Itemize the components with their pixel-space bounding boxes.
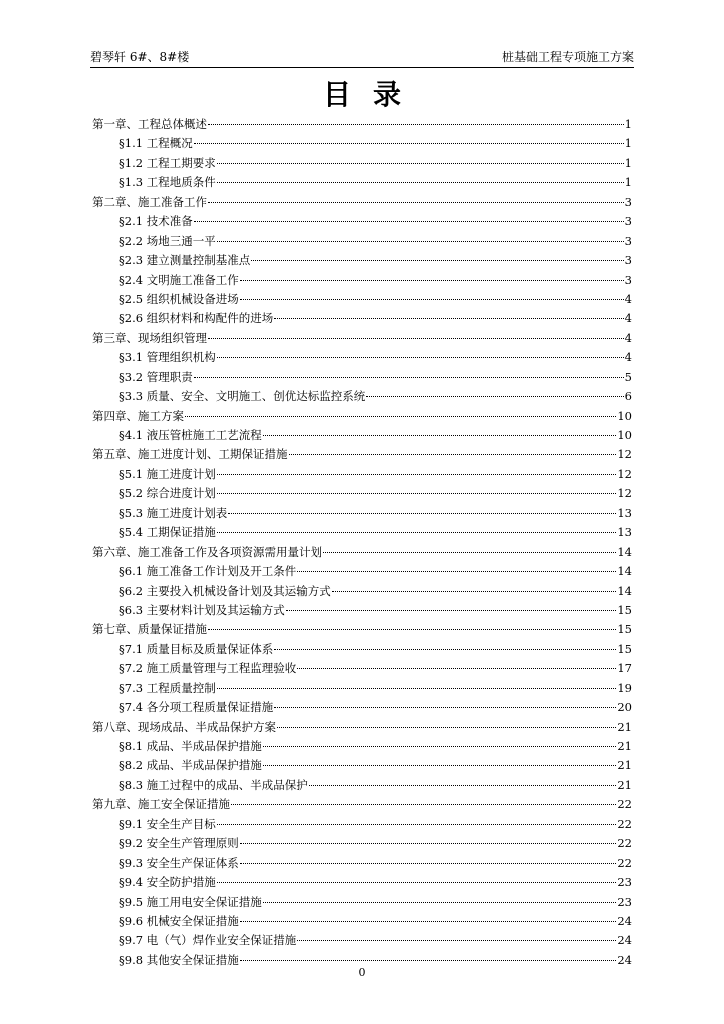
toc-section-entry[interactable]: [92, 212, 632, 231]
toc-entry-page: 22: [617, 816, 632, 831]
toc-entry-label: §2.5 组织机械设备进场: [119, 291, 239, 306]
toc-chapter-entry[interactable]: [92, 795, 632, 814]
toc-leader-dots: [217, 474, 617, 475]
toc-entry-label: §1.3 工程地质条件: [119, 175, 216, 190]
toc-leader-dots: [217, 163, 624, 164]
toc-section-entry[interactable]: [92, 834, 632, 853]
toc-entry-page: 4: [624, 311, 632, 326]
toc-entry-label: §6.2 主要投入机械设备计划及其运输方式: [119, 583, 331, 598]
toc-entry-page: 14: [617, 544, 632, 559]
toc-leader-dots: [208, 338, 624, 339]
toc-entry-label: §1.1 工程概况: [119, 136, 193, 151]
toc-entry-label: §3.3 质量、安全、文明施工、创优达标监控系统: [119, 389, 366, 404]
toc-leader-dots: [277, 727, 616, 728]
toc-entry-page: 6: [624, 389, 632, 404]
toc-chapter-entry[interactable]: [92, 543, 632, 562]
toc-leader-dots: [286, 610, 617, 611]
toc-entry-label: §8.3 施工过程中的成品、半成品保护: [119, 777, 308, 792]
toc-leader-dots: [240, 280, 624, 281]
toc-entry-page: 10: [617, 428, 632, 442]
toc-entry-page: 1: [624, 136, 632, 151]
toc-leader-dots: [217, 241, 624, 242]
toc-entry-label: 第二章、施工准备工作: [92, 194, 207, 209]
toc-leader-dots: [263, 902, 617, 903]
toc-entry-label: §9.3 安全生产保证体系: [119, 855, 239, 870]
toc-entry-page: 23: [617, 894, 632, 909]
toc-leader-dots: [274, 649, 616, 650]
toc-entry-page: 4: [624, 291, 632, 306]
toc-entry-page: 22: [617, 855, 632, 870]
toc-entry-label: §9.5 施工用电安全保证措施: [119, 894, 262, 909]
toc-section-entry[interactable]: [92, 154, 632, 173]
toc-entry-page: 10: [617, 408, 632, 423]
toc-entry-label: §5.2 综合进度计划: [119, 486, 216, 501]
toc-section-entry[interactable]: [92, 912, 632, 931]
toc-entry-label: §6.3 主要材料计划及其运输方式: [119, 602, 285, 617]
toc-leader-dots: [217, 182, 624, 183]
toc-section-entry[interactable]: [92, 309, 632, 328]
toc-section-entry[interactable]: [92, 562, 632, 581]
header-project-name: 碧琴轩 6#、8#楼: [90, 50, 190, 64]
toc-section-entry[interactable]: [92, 659, 632, 678]
toc-leader-dots: [194, 377, 624, 378]
toc-entry-page: 15: [617, 622, 632, 637]
toc-section-entry[interactable]: [92, 815, 632, 834]
toc-chapter-entry[interactable]: [92, 445, 632, 464]
toc-chapter-entry[interactable]: [92, 115, 632, 134]
toc-entry-page: 20: [617, 700, 632, 715]
toc-leader-dots: [297, 571, 616, 572]
toc-entry-label: §1.2 工程工期要求: [119, 155, 216, 170]
toc-section-entry[interactable]: [92, 465, 632, 484]
toc-entry-page: 13: [617, 525, 632, 540]
toc-leader-dots: [366, 396, 623, 397]
toc-entry-label: §4.1 液压管桩施工工艺流程: [119, 428, 262, 442]
page-title: 目录: [322, 78, 423, 111]
toc-entry-page: 22: [617, 797, 632, 812]
toc-entry-page: 5: [624, 369, 632, 384]
toc-chapter-entry[interactable]: [92, 407, 632, 426]
toc-leader-dots: [274, 318, 623, 319]
toc-leader-dots: [208, 202, 624, 203]
toc-entry-label: §3.2 管理职责: [119, 369, 193, 384]
toc-entry-page: 22: [617, 836, 632, 851]
page-number: 0: [358, 966, 366, 979]
toc-entry-page: 3: [624, 253, 632, 268]
toc-leader-dots: [289, 454, 617, 455]
toc-entry-label: §6.1 施工准备工作计划及开工条件: [119, 564, 297, 579]
toc-entry-label: §7.1 质量目标及质量保证体系: [119, 641, 274, 656]
toc-section-entry[interactable]: [92, 756, 632, 775]
toc-entry-label: 第三章、现场组织管理: [92, 330, 207, 345]
toc-entry-page: 1: [624, 155, 632, 170]
toc-entry-page: 3: [624, 272, 632, 287]
toc-leader-dots: [263, 435, 617, 436]
toc-entry-page: 1: [624, 117, 632, 131]
toc-leader-dots: [217, 688, 617, 689]
table-of-contents: [92, 115, 632, 970]
toc-entry-label: §9.6 机械安全保证措施: [119, 913, 239, 928]
toc-entry-label: §2.1 技术准备: [119, 214, 193, 229]
toc-section-entry[interactable]: [92, 737, 632, 756]
toc-leader-dots: [208, 629, 616, 630]
toc-section-entry[interactable]: [92, 873, 632, 892]
toc-leader-dots: [323, 552, 616, 553]
toc-entry-label: §2.2 场地三通一平: [119, 233, 216, 248]
toc-entry-page: 24: [617, 952, 632, 967]
page-header: [90, 48, 634, 66]
toc-entry-page: 4: [624, 350, 632, 365]
toc-section-entry[interactable]: [92, 854, 632, 873]
toc-entry-page: 1: [624, 175, 632, 190]
toc-section-entry[interactable]: [92, 426, 632, 445]
toc-entry-page: 13: [617, 505, 632, 520]
toc-section-entry[interactable]: [92, 387, 632, 406]
toc-chapter-entry[interactable]: [92, 329, 632, 348]
toc-entry-label: 第一章、工程总体概述: [92, 117, 207, 131]
toc-section-entry[interactable]: [92, 134, 632, 153]
toc-leader-dots: [194, 143, 624, 144]
toc-entry-page: 14: [617, 583, 632, 598]
toc-entry-page: 3: [624, 194, 632, 209]
toc-leader-dots: [240, 863, 617, 864]
toc-entry-label: §7.3 工程质量控制: [119, 680, 216, 695]
toc-leader-dots: [217, 882, 617, 883]
toc-entry-page: 3: [624, 233, 632, 248]
toc-chapter-entry[interactable]: [92, 193, 632, 212]
toc-entry-label: §9.4 安全防护措施: [119, 875, 216, 890]
toc-entry-label: §7.4 各分项工程质量保证措施: [119, 700, 274, 715]
toc-leader-dots: [332, 591, 617, 592]
toc-entry-label: 第六章、施工准备工作及各项资源需用量计划: [92, 544, 322, 559]
toc-entry-page: 14: [617, 564, 632, 579]
toc-entry-label: §9.8 其他安全保证措施: [119, 952, 239, 967]
toc-leader-dots: [208, 124, 624, 125]
toc-section-entry[interactable]: [92, 484, 632, 503]
toc-entry-page: 21: [617, 777, 632, 792]
toc-section-entry[interactable]: [92, 271, 632, 290]
toc-section-entry[interactable]: [92, 251, 632, 270]
toc-chapter-entry[interactable]: [92, 620, 632, 639]
toc-section-entry[interactable]: [92, 348, 632, 367]
toc-leader-dots: [297, 668, 616, 669]
toc-entry-page: 12: [617, 466, 632, 481]
toc-leader-dots: [240, 921, 617, 922]
toc-section-entry[interactable]: [92, 368, 632, 387]
toc-chapter-entry[interactable]: [92, 718, 632, 737]
toc-entry-label: 第九章、施工安全保证措施: [92, 797, 230, 812]
toc-entry-label: §2.3 建立测量控制基准点: [119, 253, 251, 268]
toc-leader-dots: [185, 416, 616, 417]
toc-section-entry[interactable]: [92, 523, 632, 542]
toc-section-entry[interactable]: [92, 640, 632, 659]
toc-entry-label: §9.2 安全生产管理原则: [119, 836, 239, 851]
toc-entry-label: 第四章、施工方案: [92, 408, 184, 423]
toc-section-entry[interactable]: [92, 698, 632, 717]
toc-entry-page: 19: [617, 680, 632, 695]
toc-entry-page: 24: [617, 913, 632, 928]
toc-section-entry[interactable]: [92, 931, 632, 950]
header-document-title: 桩基础工程专项施工方案: [501, 50, 634, 64]
toc-entry-label: §7.2 施工质量管理与工程监理验收: [119, 661, 297, 676]
toc-section-entry[interactable]: [92, 679, 632, 698]
toc-entry-label: §5.3 施工进度计划表: [119, 505, 228, 520]
toc-section-entry[interactable]: [92, 776, 632, 795]
toc-entry-page: 12: [617, 447, 632, 462]
toc-leader-dots: [194, 221, 624, 222]
toc-entry-page: 4: [624, 330, 632, 345]
toc-entry-page: 17: [617, 661, 632, 676]
toc-leader-dots: [297, 940, 616, 941]
toc-section-entry[interactable]: [92, 582, 632, 601]
toc-leader-dots: [217, 532, 617, 533]
toc-entry-label: §5.1 施工进度计划: [119, 466, 216, 481]
toc-leader-dots: [240, 960, 617, 961]
toc-section-entry[interactable]: [92, 290, 632, 309]
toc-leader-dots: [263, 765, 617, 766]
toc-leader-dots: [217, 493, 617, 494]
toc-section-entry[interactable]: [92, 601, 632, 620]
toc-leader-dots: [240, 299, 624, 300]
toc-leader-dots: [309, 785, 617, 786]
toc-entry-label: §8.2 成品、半成品保护措施: [119, 758, 262, 773]
toc-entry-label: 第七章、质量保证措施: [92, 622, 207, 637]
toc-section-entry[interactable]: [92, 504, 632, 523]
toc-entry-page: 24: [617, 933, 632, 948]
toc-entry-label: 第五章、施工进度计划、工期保证措施: [92, 447, 288, 462]
toc-entry-page: 15: [617, 641, 632, 656]
toc-entry-label: §9.7 电（气）焊作业安全保证措施: [119, 933, 297, 948]
toc-entry-label: §9.1 安全生产目标: [119, 816, 216, 831]
toc-section-entry[interactable]: [92, 173, 632, 192]
toc-leader-dots: [228, 513, 616, 514]
toc-entry-page: 15: [617, 602, 632, 617]
toc-entry-page: 21: [617, 758, 632, 773]
toc-leader-dots: [274, 707, 616, 708]
toc-entry-page: 23: [617, 875, 632, 890]
toc-entry-page: 12: [617, 486, 632, 501]
header-divider: [90, 67, 634, 68]
toc-entry-label: §3.1 管理组织机构: [119, 350, 216, 365]
toc-section-entry[interactable]: [92, 893, 632, 912]
toc-entry-page: 21: [617, 719, 632, 734]
toc-entry-label: 第八章、现场成品、半成品保护方案: [92, 719, 276, 734]
toc-leader-dots: [263, 746, 617, 747]
toc-leader-dots: [231, 804, 616, 805]
toc-entry-label: §2.4 文明施工准备工作: [119, 272, 239, 287]
toc-leader-dots: [217, 357, 624, 358]
toc-leader-dots: [217, 824, 617, 825]
toc-entry-label: §8.1 成品、半成品保护措施: [119, 739, 262, 753]
toc-entry-page: 3: [624, 214, 632, 229]
toc-entry-label: §2.6 组织材料和构配件的进场: [119, 311, 274, 326]
toc-leader-dots: [240, 843, 617, 844]
toc-section-entry[interactable]: [92, 232, 632, 251]
toc-entry-page: 21: [617, 739, 632, 753]
toc-entry-label: §5.4 工期保证措施: [119, 525, 216, 540]
toc-leader-dots: [251, 260, 623, 261]
